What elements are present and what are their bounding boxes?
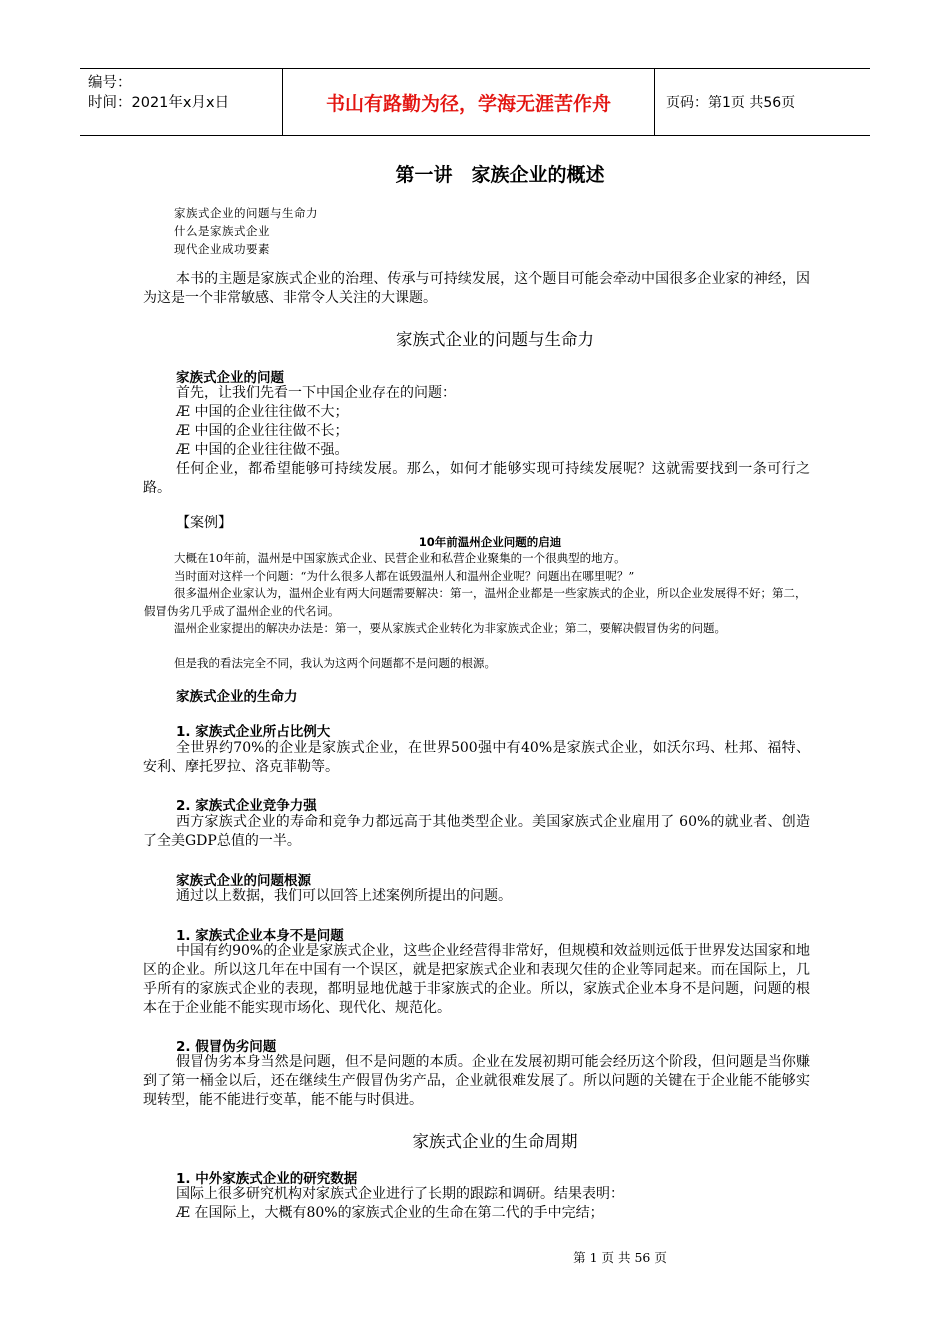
subheading: 2. 家族式企业竞争力强 xyxy=(176,798,317,814)
paragraph: 任何企业，都希望能够可持续发展。那么，如何才能够实现可持续发展呢？这就需要找到一条可行之路。 xyxy=(143,461,810,496)
header-motto: 书山有路勤为径，学海无涯苦作舟 xyxy=(325,92,611,115)
case-title: 10年前温州企业问题的启迪 xyxy=(418,535,562,549)
number-label: 编号： xyxy=(88,75,132,91)
toc xyxy=(174,204,318,258)
paragraph: 假冒伪劣本身当然是问题，但不是问题的本质。企业在发展初期可能会经历这个阶段，但问题是当你赚到了第一桶金以后，还在继续生产假冒伪劣产品，企业就很难发展了。所以问题的关键在于企业能不能够实现转型，能不能进行变革，能不能与时俱进。 xyxy=(143,1054,810,1108)
paragraph: 全世界约70%的企业是家族式企业，在世界500强中有40%是家族式企业，如沃尔玛、杜邦、福特、安利、摩托罗拉、洛克菲勒等。 xyxy=(143,740,810,775)
subheading: 1. 家族式企业本身不是问题 xyxy=(176,928,344,944)
text-line: 国际上很多研究机构对家族式企业进行了长期的跟踪和调研。结果表明： xyxy=(176,1186,624,1202)
header-page-info: 页码：第1页 共56页 xyxy=(666,95,796,111)
bullet-item: Æ 中国的企业往往做不大； xyxy=(176,404,349,420)
case-label: 【案例】 xyxy=(176,515,232,531)
section-heading: 家族式企业的问题与生命力 xyxy=(396,330,594,349)
text-line: 通过以上数据，我们可以回答上述案例所提出的问题。 xyxy=(176,888,512,904)
date-label: 时间：2021年x月x日 xyxy=(88,95,230,111)
header-meta xyxy=(88,73,283,113)
section-heading: 家族式企业的生命周期 xyxy=(412,1132,578,1151)
paragraph: 中国有约90%的企业是家族式企业，这些企业经营得非常好，但规模和效益则远低于世界发达国家和地区的企业。所以这几年在中国有一个误区，就是把家族式企业和表现欠佳的企业等同起来。而在国际上，几乎所有的家族式企业的表现，都明显地优越于非家族式的企业。所以，家族式企业本身不是问题，问题的根本在于企业能不能实现市场化、现代化、规范化。 xyxy=(143,943,810,1016)
paragraph: 西方家族式企业的寿命和竞争力都远高于其他类型企业。美国家族式企业雇用了 60%的就业者、创造了全美GDP总值的一半。 xyxy=(143,814,810,849)
case-paragraph: 但是我的看法完全不同，我认为这两个问题都不是问题的根源。 xyxy=(174,656,496,670)
intro-paragraph: 本书的主题是家族式企业的治理、传承与可持续发展，这个题目可能会牵动中国很多企业家的神经，因为这是一个非常敏感、非常令人关注的大课题。 xyxy=(143,271,810,306)
page-title: 第一讲 家族企业的概述 xyxy=(395,164,605,186)
case-paragraph: 很多温州企业家认为，温州企业有两大问题需要解决：第一，温州企业都是一些家族式的企业，所以企业发展得不好；第二，假冒伪劣几乎成了温州企业的代名词。 xyxy=(144,586,807,618)
toc-item: 什么是家族式企业 xyxy=(174,224,270,238)
subheading: 家族式企业的生命力 xyxy=(176,689,298,705)
page-header xyxy=(80,68,870,136)
toc-item: 家族式企业的问题与生命力 xyxy=(174,206,318,220)
subheading: 1. 中外家族式企业的研究数据 xyxy=(176,1171,358,1187)
toc-item: 现代企业成功要素 xyxy=(174,242,270,256)
subheading: 家族式企业的问题 xyxy=(176,370,284,386)
subheading: 家族式企业的问题根源 xyxy=(176,873,311,889)
page-footer: 第 1 页 共 56 页 xyxy=(573,1250,667,1265)
case-paragraph: 温州企业家提出的解决办法是：第一，要从家族式企业转化为非家族式企业；第二，要解决假冒伪劣的问题。 xyxy=(174,621,726,635)
header-divider xyxy=(654,69,655,135)
bullet-item: Æ 中国的企业往往做不强。 xyxy=(176,442,349,458)
subheading: 2. 假冒伪劣问题 xyxy=(176,1039,277,1055)
bullet-item: Æ 在国际上，大概有80%的家族式企业的生命在第二代的手中完结； xyxy=(176,1205,604,1221)
text-line: 首先，让我们先看一下中国企业存在的问题： xyxy=(176,385,456,401)
bullet-item: Æ 中国的企业往往做不长； xyxy=(176,423,349,439)
case-paragraph: 当时面对这样一个问题：“为什么很多人都在诋毁温州人和温州企业呢？问题出在哪里呢？” xyxy=(174,569,635,583)
case-paragraph: 大概在10年前，温州是中国家族式企业、民营企业和私营企业聚集的一个很典型的地方。 xyxy=(174,551,626,565)
subheading: 1. 家族式企业所占比例大 xyxy=(176,724,331,740)
